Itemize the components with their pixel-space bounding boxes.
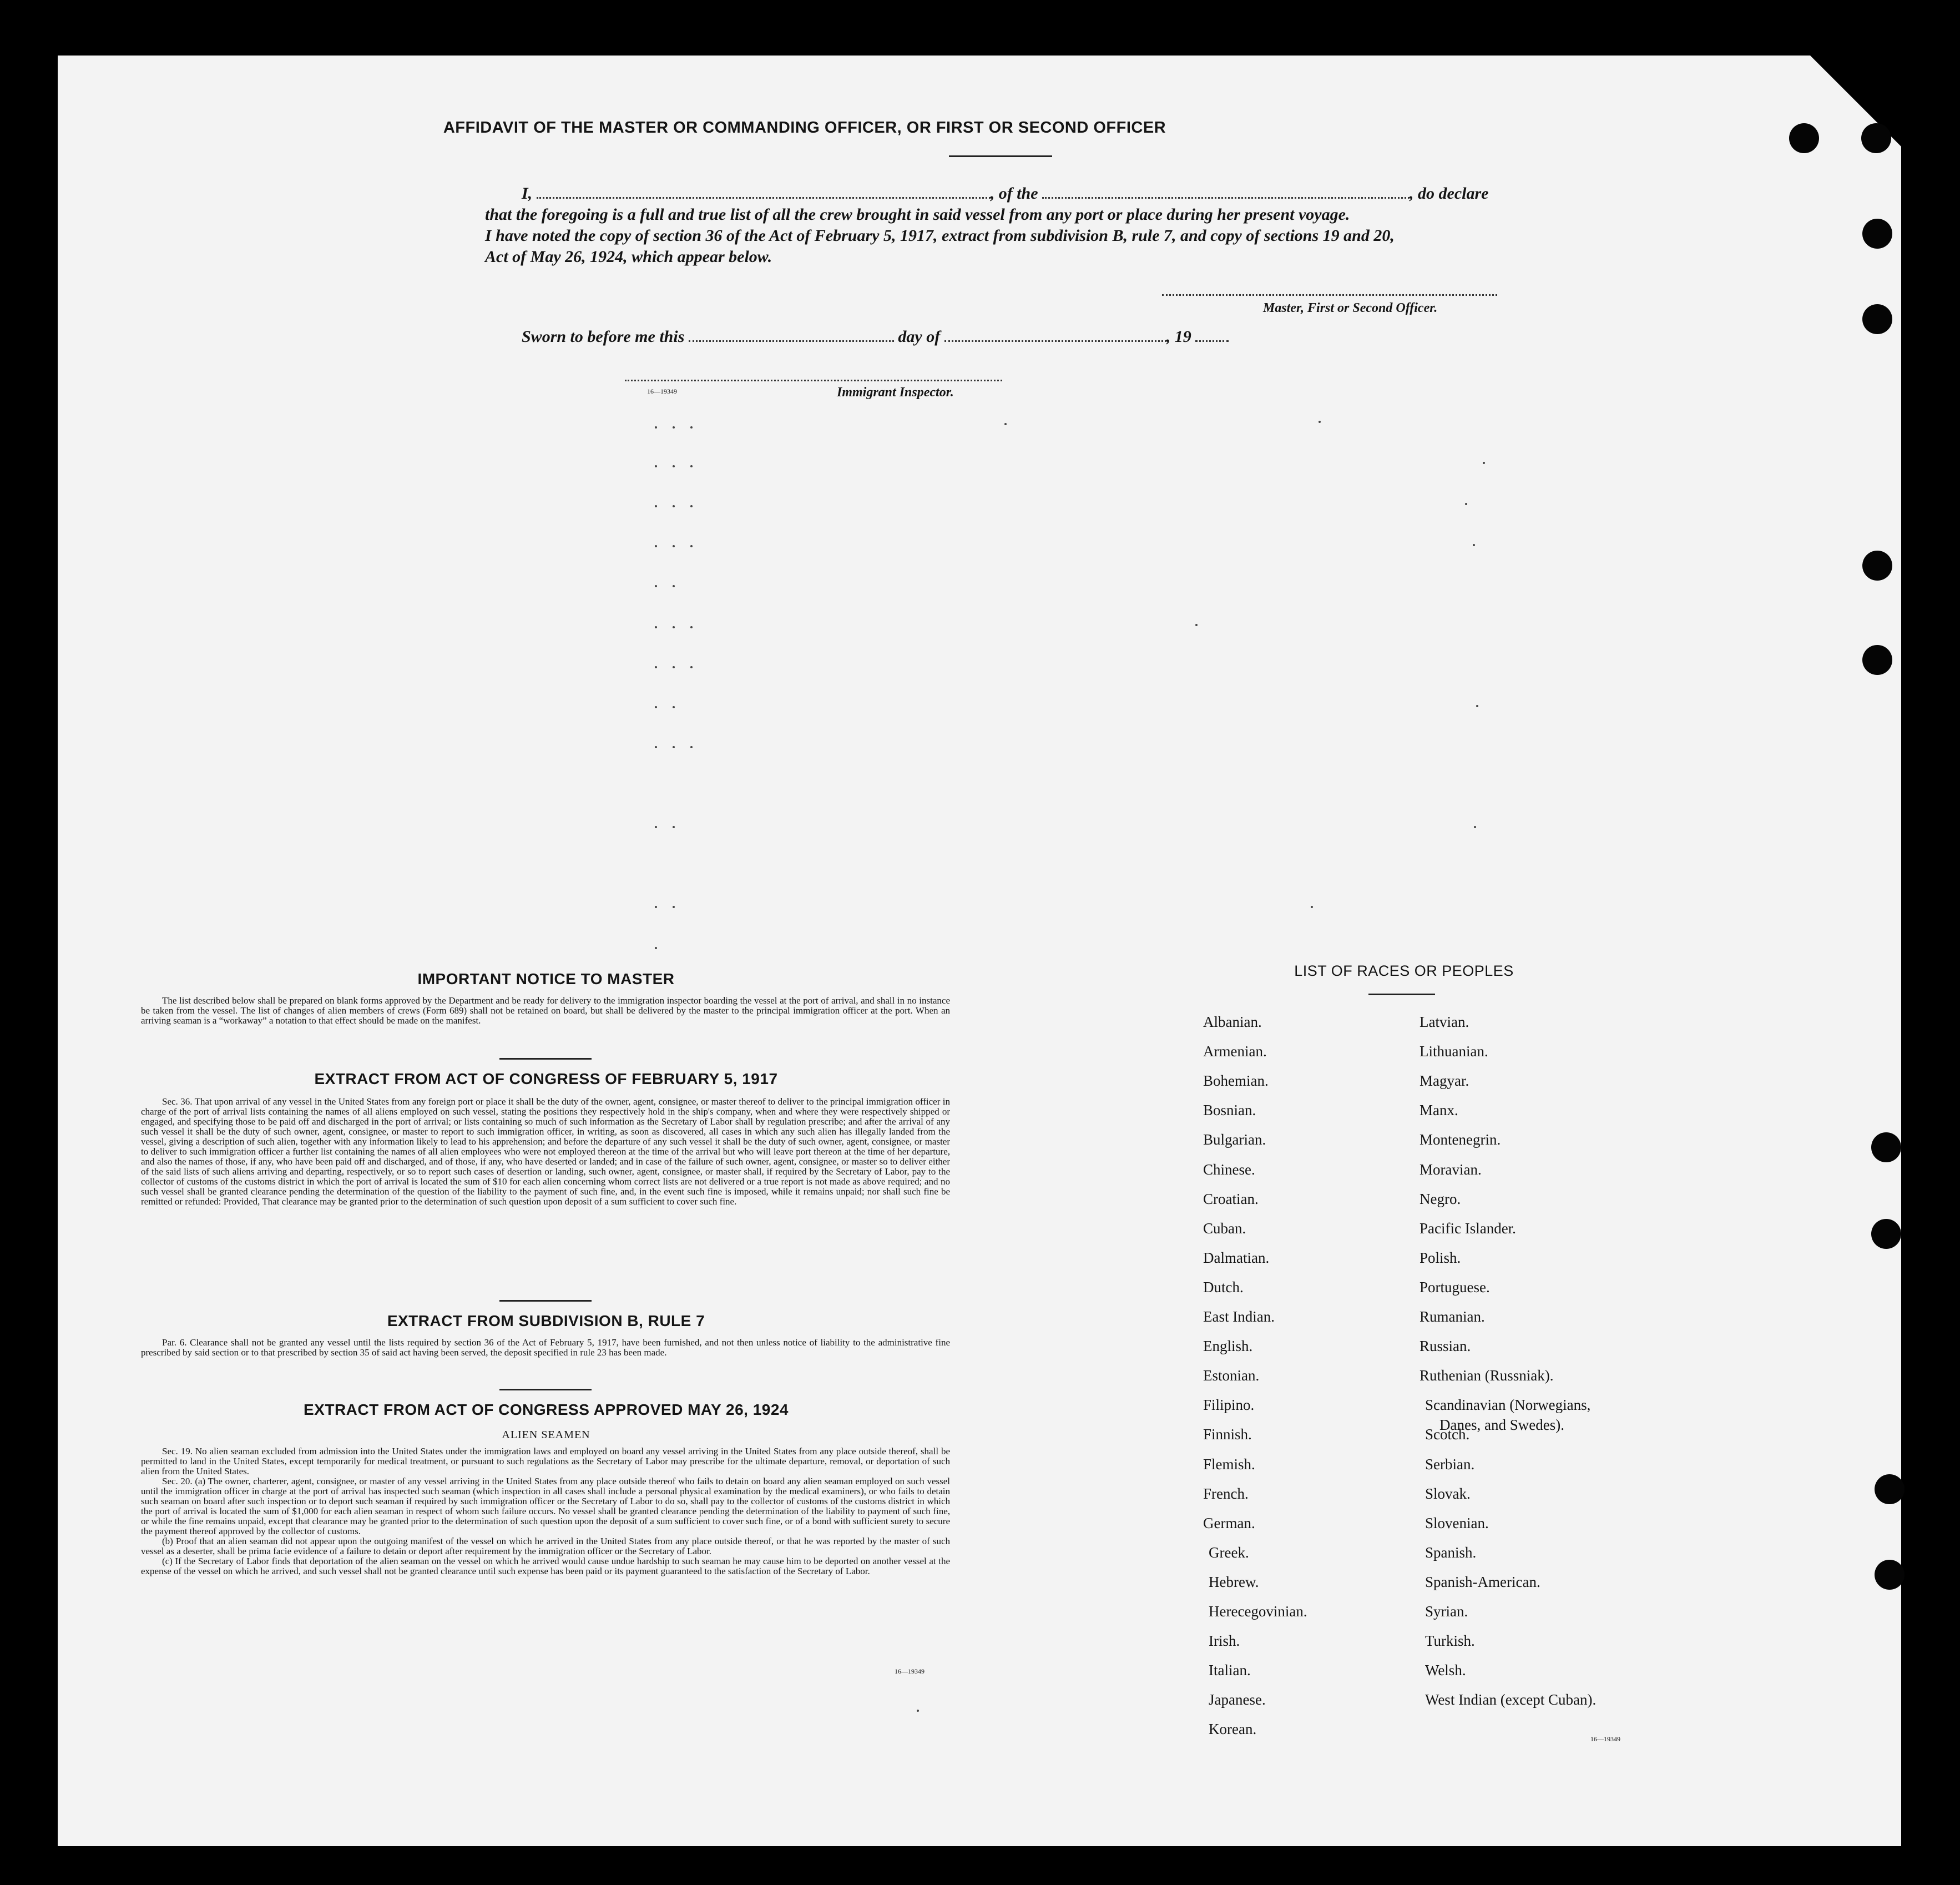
subdivision-b-title: EXTRACT FROM SUBDIVISION B, RULE 7	[387, 1312, 705, 1329]
extract-1924-text	[141, 1446, 950, 1576]
speck	[690, 426, 693, 429]
race-item: Rumanian.	[1420, 1308, 1485, 1325]
form-sheet	[58, 56, 1901, 1846]
race-item: Dalmatian.	[1203, 1249, 1270, 1266]
speck	[690, 545, 693, 547]
title-rule	[949, 155, 1052, 157]
sworn-year-blank[interactable]	[1195, 340, 1229, 342]
race-item: Bosnian.	[1203, 1102, 1256, 1119]
race-item: Manx.	[1420, 1102, 1458, 1119]
races-rule	[1368, 994, 1435, 995]
speck	[673, 706, 675, 708]
sworn-month-blank[interactable]	[944, 340, 1166, 342]
speck	[673, 626, 675, 628]
speck	[1483, 462, 1485, 464]
speck	[1195, 624, 1198, 626]
inspector-signature-line[interactable]	[625, 380, 1002, 381]
speck	[655, 906, 657, 908]
speck	[655, 465, 657, 467]
punch-hole	[1871, 1219, 1901, 1249]
extract-1917-title: EXTRACT FROM ACT OF CONGRESS OF FEBRUARY 5, 1917	[314, 1070, 778, 1087]
speck	[673, 746, 675, 748]
speck	[1465, 503, 1467, 505]
race-item: Croatian.	[1203, 1190, 1259, 1207]
race-item: Flemish.	[1203, 1455, 1255, 1473]
race-item: Slovak.	[1425, 1485, 1471, 1502]
notice-text	[141, 996, 950, 1026]
affidavit-i: I,	[522, 184, 533, 203]
speck	[1473, 544, 1475, 546]
separator	[499, 1300, 592, 1302]
speck	[655, 505, 657, 507]
race-item: Italian.	[1209, 1662, 1251, 1679]
sec36-paragraph: Sec. 36. That upon arrival of any vessel in the United States from any foreign port or place it shall be the duty of the owner, agent, consignee, or master thereof to deliver to the principal immigration officer in charge of the port of arrival lists containing the names of all aliens employed on such vessel, stating the positions they respectively hold in the ship's company, when and where they were respectively shipped or engaged, and specifying those to be paid off and discharged in the port of arrival; or lists containing so much of such information as the Secretary of Labor shall by regulation prescribe; and after the arrival of any such vessel it shall be the duty of such owner, agent, consignee, or master to report to such immigration officer, in writing, as soon as discovered, all cases in which any such alien has illegally landed from the vessel, giving a description of such alien, together with any information likely to lead to his apprehension; and before the departure of any such vessel it shall be the duty of such owner, agent, consignee, or master to deliver to such immigration officer a further list containing the names of all alien employees who were not employed thereon at the time of the arrival but who will leave port thereon at the time of her departure, and also the names of those, if any, who have been paid off and discharged, and of those, if any, who have deserted or landed; and in case of the failure of such owner, agent, consignee, or master so to deliver either of the said lists of such aliens arriving and departing, respectively, or so to report such cases of desertion or landing, such owner, agent, consignee, or master shall, if required by the Secretary of Labor, pay to the collector of customs of the customs district in which the port of arrival is located the sum of $10 for each alien concerning whom correct lists are not delivered or a true report is not made as above required; and no such vessel shall be granted clearance pending the determination of the question of the liability to the payment of such fine, and, in the event such fine is imposed, while it remains unpaid; nor shall such fine be remitted or refunded: Provided, That clearance may be granted prior to the determination of such question upon deposit of a sum sufficient to cover such fine.	[141, 1096, 950, 1207]
race-item: Herecegovinian.	[1209, 1603, 1307, 1620]
speck	[673, 585, 675, 587]
race-item: Magyar.	[1420, 1072, 1469, 1090]
speck	[1311, 906, 1313, 908]
race-item: Bulgarian.	[1203, 1131, 1266, 1148]
extract-code: 16—19349	[895, 1667, 925, 1675]
speck	[673, 826, 675, 828]
sworn-line	[522, 326, 1354, 347]
separator	[499, 1389, 592, 1390]
race-item: Spanish.	[1425, 1544, 1477, 1561]
punch-hole	[1862, 219, 1892, 249]
speck	[1476, 705, 1478, 707]
race-item: Portuguese.	[1420, 1278, 1490, 1296]
speck	[673, 906, 675, 908]
races-code: 16—19349	[1590, 1735, 1620, 1743]
speck	[655, 746, 657, 748]
affidavit-of-the: , of the	[990, 184, 1038, 203]
punch-hole	[1861, 123, 1891, 153]
affidavit-line3: I have noted the copy of section 36 of the Act of February 5, 1917, extract from subdivision B, rule 7, and copy of sections 19 and 20,	[485, 226, 1395, 245]
extract-1917-text	[141, 1097, 950, 1207]
speck	[673, 666, 675, 668]
par6-paragraph: Par. 6. Clearance shall not be granted any vessel until the lists required by section 36 of the Act of February 5, 1917, have been furnished, and not then unless notice of liability to the administrative fine prescribed by said section or to that prescribed by section 35 of said act having been served, the deposit specified in rule 23 has been made.	[141, 1337, 950, 1358]
race-item: Albanian.	[1203, 1014, 1262, 1030]
race-item: Serbian.	[1425, 1455, 1475, 1473]
speck	[655, 426, 657, 429]
race-item: Russian.	[1420, 1338, 1471, 1355]
affidavit-line4: Act of May 26, 1924, which appear below.	[485, 248, 772, 266]
speck	[673, 545, 675, 547]
speck	[655, 826, 657, 828]
sworn-day-blank[interactable]	[689, 340, 894, 342]
sworn-text: Sworn to before me this	[522, 327, 685, 346]
race-item: Irish.	[1209, 1632, 1240, 1650]
race-item: Spanish-American.	[1425, 1573, 1540, 1590]
race-item: Ruthenian (Russniak).	[1420, 1367, 1554, 1384]
speck	[655, 706, 657, 708]
separator	[499, 1058, 592, 1060]
race-item: Dutch.	[1203, 1278, 1244, 1296]
race-item: Welsh.	[1425, 1662, 1466, 1679]
speck	[655, 545, 657, 547]
name-blank[interactable]	[537, 197, 991, 199]
race-item: Lithuanian.	[1420, 1043, 1488, 1060]
punch-hole	[1875, 1560, 1905, 1590]
speck	[1319, 421, 1321, 423]
speck	[690, 666, 693, 668]
sec20a-paragraph: Sec. 20. (a) The owner, charterer, agent, consignee, or master of any vessel arriving in the United States from any place outside thereof who fails to detain on board any alien seaman employed on such vessel until the immigration officer in charge at the port of arrival has inspected such seaman (which inspection in all cases shall include a personal physical examination by the medical examiners), or who fails to detain such seaman on board after such inspection or to deport such seaman if required by such immigration officer or the Secretary of Labor to do so, shall pay to the collector of customs of the customs district in which the port of arrival is located the sum of $1,000 for each alien seaman in respect of whom such failure occurs. No vessel shall be granted clearance pending the determination of the liability to payment of such fine, or while the fine remains unpaid, except that clearance may be granted prior to the determination of such question upon the deposit of a sum sufficient to cover such fine, or of a bond with sufficient surety to secure the payment thereof approved by the collector of customs.	[141, 1476, 950, 1536]
race-item: Cuban.	[1203, 1219, 1246, 1237]
speck	[655, 585, 657, 587]
speck	[917, 1710, 919, 1712]
race-item: East Indian.	[1203, 1308, 1275, 1325]
affidavit-do-declare: , do declare	[1410, 184, 1489, 203]
punch-hole	[1789, 123, 1819, 153]
subdivision-b-text	[141, 1338, 950, 1358]
speck	[655, 626, 657, 628]
sec19-paragraph: Sec. 19. No alien seaman excluded from admission into the United States under the immigration laws and employed on board any vessel arriving in the United States from any place outside thereof, shall be permitted to land in the United States, except temporarily for medical treatment, or pursuant to such regulations as the Secretary of Labor may prescribe for the ultimate departure, removal, or deportation of such alien from the United States.	[141, 1446, 950, 1476]
speck	[673, 426, 675, 429]
speck	[1474, 826, 1476, 828]
race-item: Latvian.	[1420, 1014, 1469, 1030]
day-of-text: day of	[898, 327, 941, 346]
race-item: West Indian (except Cuban).	[1425, 1691, 1597, 1708]
vessel-blank[interactable]	[1042, 197, 1410, 199]
races-title: LIST OF RACES OR PEOPLES	[1294, 962, 1514, 979]
race-item: French.	[1203, 1485, 1249, 1502]
race-item: Greek.	[1209, 1544, 1249, 1561]
race-item: Syrian.	[1425, 1603, 1468, 1620]
race-item: Korean.	[1209, 1721, 1257, 1738]
race-item: Estonian.	[1203, 1367, 1260, 1384]
sec20c-paragraph: (c) If the Secretary of Labor finds that deportation of the alien seaman on the vessel on which he arrived would cause undue hardship to such seaman he may cause him to be deported on another vessel at the expense of the vessel on which he arrived, and such vessel shall not be granted clearance until such expense has been paid or its payment guaranteed to the satisfaction of the Secretary of Labor.	[141, 1556, 950, 1576]
year-prefix: , 19	[1166, 327, 1191, 346]
speck	[655, 947, 657, 949]
speck	[690, 626, 693, 628]
inspector-caption: Immigrant Inspector.	[837, 385, 954, 400]
alien-seamen-subtitle: ALIEN SEAMEN	[502, 1429, 590, 1441]
race-item: Moravian.	[1420, 1161, 1482, 1178]
form-code: 16—19349	[647, 387, 677, 395]
punch-hole	[1862, 645, 1892, 675]
punch-hole	[1862, 304, 1892, 334]
speck	[690, 505, 693, 507]
race-item: Montenegrin.	[1420, 1131, 1501, 1148]
affidavit-declaration-line1	[522, 183, 1520, 204]
race-item: Chinese.	[1203, 1161, 1255, 1178]
race-item: Armenian.	[1203, 1043, 1267, 1060]
speck	[690, 465, 693, 467]
race-scandinavian-continued: Danes, and Swedes).	[1439, 1417, 1564, 1433]
speck	[673, 465, 675, 467]
race-item: Slovenian.	[1425, 1514, 1489, 1531]
race-item: German.	[1203, 1514, 1255, 1531]
affidavit-title: AFFIDAVIT OF THE MASTER OR COMMANDING OFFICER, OR FIRST OR SECOND OFFICER	[443, 119, 1166, 137]
race-item: Filipino.	[1203, 1397, 1255, 1414]
race-item: Scotch.	[1425, 1426, 1470, 1443]
race-item: Polish.	[1420, 1249, 1461, 1266]
punch-hole	[1862, 551, 1892, 581]
race-item: Pacific Islander.	[1420, 1219, 1516, 1237]
affidavit-line2: that the foregoing is a full and true list of all the crew brought in said vessel from any port or place during her present voyage.	[485, 205, 1350, 224]
sec20b-paragraph: (b) Proof that an alien seaman did not appear upon the outgoing manifest of the vessel on which he arrived in the United States from any place outside thereof, or that he was reported by the master of such vessel as a deserter, shall be prima facie evidence of a failure to detain or deport after requirement by the immigration officer or the Secretary of Labor.	[141, 1536, 950, 1556]
master-signature-line[interactable]	[1162, 294, 1497, 296]
speck	[1004, 423, 1007, 425]
race-item: Japanese.	[1209, 1691, 1266, 1708]
punch-hole	[1875, 1474, 1905, 1504]
race-item: Hebrew.	[1209, 1573, 1259, 1590]
notice-paragraph: The list described below shall be prepared on blank forms approved by the Department and be ready for delivery to the immigration inspector boarding the vessel at the port of arrival, and shall in no instance be taken from the vessel. The list of changes of alien members of crews (Form 689) shall not be retained on board, but shall be delivered by the master to the principal immigration officer at the port. When an arriving seaman is a “workaway” a notation to that effect should be made on the manifest.	[141, 995, 950, 1026]
extract-1924-title: EXTRACT FROM ACT OF CONGRESS APPROVED MAY 26, 1924	[304, 1401, 789, 1418]
race-item: Bohemian.	[1203, 1072, 1269, 1090]
punch-hole	[1871, 1132, 1901, 1162]
notice-title: IMPORTANT NOTICE TO MASTER	[417, 970, 675, 987]
race-item: Finnish.	[1203, 1426, 1252, 1443]
race-item: Negro.	[1420, 1190, 1461, 1207]
master-caption: Master, First or Second Officer.	[1263, 301, 1438, 315]
speck	[673, 505, 675, 507]
race-item: Turkish.	[1425, 1632, 1475, 1650]
race-item: Scandinavian (Norwegians,	[1425, 1397, 1591, 1414]
speck	[690, 746, 693, 748]
speck	[655, 666, 657, 668]
race-item: English.	[1203, 1338, 1253, 1355]
